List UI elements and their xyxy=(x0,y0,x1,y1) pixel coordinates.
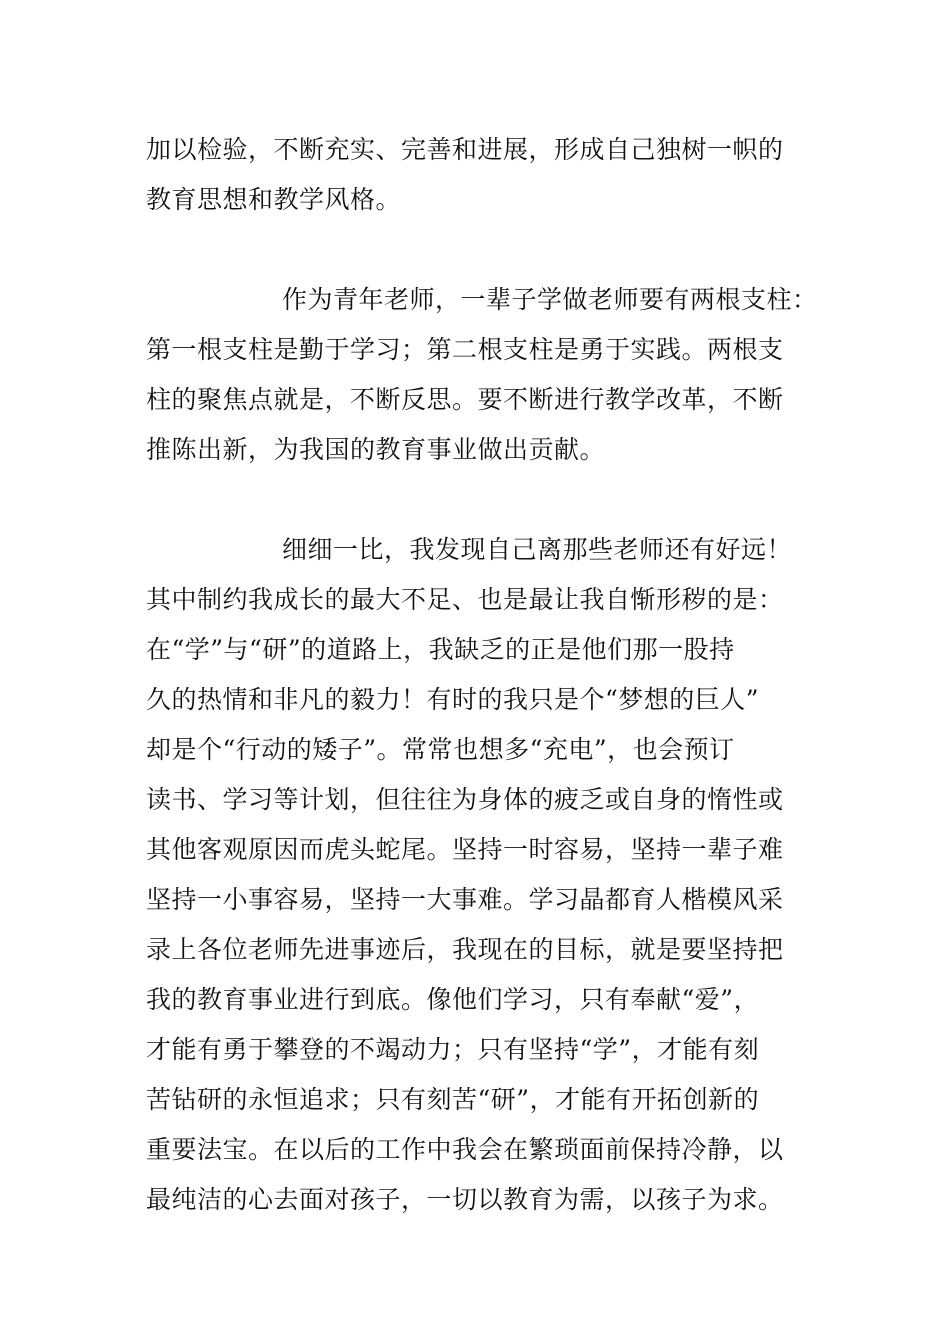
paragraph-3-line-13: 重要法宝。在以后的工作中我会在繁琐面前保持冷静，以 xyxy=(146,1135,784,1164)
paragraph-3-line-7: 其他客观原因而虎头蛇尾。坚持一时容易，坚持一辈子难 xyxy=(146,835,784,864)
paragraph-3-line-14: 最纯洁的心去面对孩子，一切以教育为需，以孩子为求。 xyxy=(146,1185,784,1214)
paragraph-1-line-2: 教育思想和教学风格。 xyxy=(146,185,402,214)
paragraph-3-line-6: 读书、学习等计划，但往往为身体的疲乏或自身的惰性或 xyxy=(146,785,784,814)
paragraph-3-line-5: 却是个“行动的矮子”。常常也想多“充电”，也会预订 xyxy=(146,735,735,764)
paragraph-3-line-2: 其中制约我成长的最大不足、也是最让我自惭形秽的是： xyxy=(146,585,784,614)
paragraph-2-line-4: 推陈出新，为我国的教育事业做出贡献。 xyxy=(146,435,606,464)
paragraph-3-line-8: 坚持一小事容易，坚持一大事难。学习晶都育人楷模风采 xyxy=(146,885,784,914)
paragraph-3-line-10: 我的教育事业进行到底。像他们学习，只有奉献“爱”， xyxy=(146,985,760,1014)
paragraph-2-line-3: 柱的聚焦点就是，不断反思。要不断进行教学改革，不断 xyxy=(146,385,784,414)
paragraph-3-line-12: 苦钻研的永恒追求；只有刻苦“研”，才能有开拓创新的 xyxy=(146,1085,760,1114)
paragraph-2-line-2: 第一根支柱是勤于学习；第二根支柱是勇于实践。两根支 xyxy=(146,335,784,364)
paragraph-3-line-3: 在“学”与“研”的道路上，我缺乏的正是他们那一股持 xyxy=(146,635,735,664)
paragraph-3-line-4: 久的热情和非凡的毅力！有时的我只是个“梦想的巨人” xyxy=(146,685,760,714)
paragraph-1-line-1: 加以检验，不断充实、完善和进展，形成自己独树一帜的 xyxy=(146,135,784,164)
paragraph-3-line-11: 才能有勇于攀登的不竭动力；只有坚持“学”，才能有刻 xyxy=(146,1035,760,1064)
paragraph-3-line-1: 细细一比，我发现自己离那些老师还有好远！ xyxy=(282,535,793,564)
paragraph-3-line-9: 录上各位老师先进事迹后，我现在的目标，就是要坚持把 xyxy=(146,935,784,964)
paragraph-2-line-1: 作为青年老师，一辈子学做老师要有两根支柱： xyxy=(282,285,818,314)
